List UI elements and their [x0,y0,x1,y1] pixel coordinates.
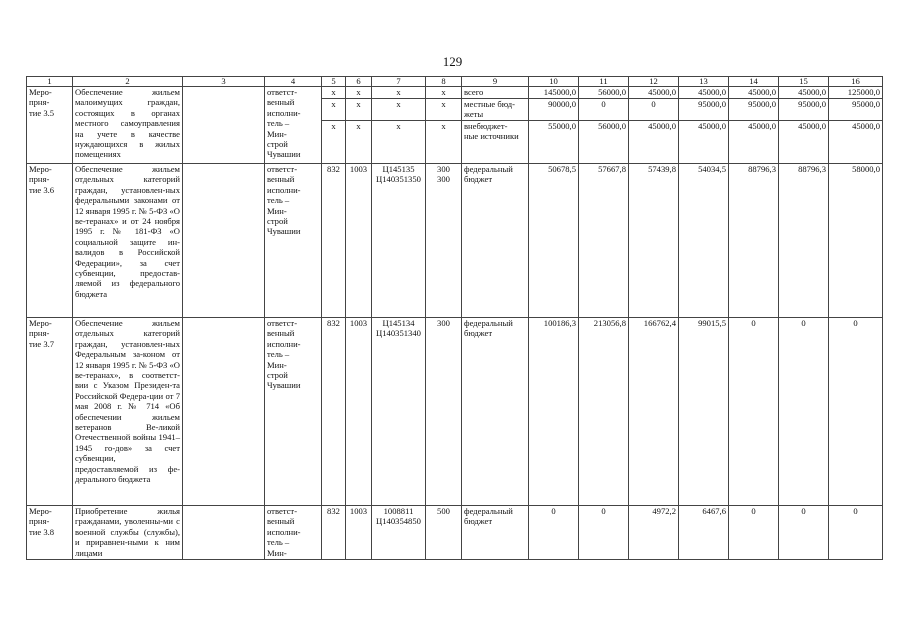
header-cell: 8 [426,77,462,87]
value-cell: 45000,0 [729,121,779,164]
value-cell: 88796,3 [729,164,779,318]
cell: 832 [322,506,346,560]
value-cell: 0 [729,506,779,560]
value-cell: 95000,0 [729,99,779,121]
value-cell: 58000,0 [829,164,883,318]
value-cell: 0 [829,318,883,506]
value-cell: 45000,0 [779,87,829,99]
cell: x [322,87,346,99]
value-cell: 45000,0 [729,87,779,99]
value-cell: 0 [779,318,829,506]
table-row [27,318,883,506]
value-cell: 45000,0 [629,87,679,99]
funding-source: федеральный бюджет [462,164,529,318]
value-cell: 0 [779,506,829,560]
value-cell: 100186,3 [529,318,579,506]
page-number: 129 [442,54,463,69]
value-cell: 90000,0 [529,99,579,121]
cell: 300 [426,318,462,506]
funding-source: федеральный бюджет [462,506,529,560]
header-cell: 12 [629,77,679,87]
cell: 1003 [346,164,372,318]
measure-description: Приобретение жилья гражданами, уволенны-ми с военной службы (службы), и приравнен-ными к ним лицами [73,506,183,560]
value-cell: 95000,0 [829,99,883,121]
cell: 832 [322,164,346,318]
value-cell: 0 [579,99,629,121]
value-cell: 0 [579,506,629,560]
measure-label: Меро- прня- тие 3.6 [27,164,73,318]
header-cell: 10 [529,77,579,87]
measure-label: Меро- прня- тие 3.8 [27,506,73,560]
value-cell: 166762,4 [629,318,679,506]
value-cell: 4972,2 [629,506,679,560]
table-row [27,164,883,318]
value-cell: 45000,0 [679,121,729,164]
value-cell: 213056,8 [579,318,629,506]
cell: x [372,87,426,99]
measure-label: Меро- прня- тие 3.7 [27,318,73,506]
cell: x [322,121,346,164]
header-cell: 9 [462,77,529,87]
value-cell: 99015,5 [679,318,729,506]
header-cell: 7 [372,77,426,87]
header-cell: 4 [265,77,322,87]
funding-source: всего [462,87,529,99]
value-cell: 45000,0 [679,87,729,99]
measure-description: Обеспечение жильем отдельных категорий граждан, установлен-ных Федеральным за-коном от 12 января 1995 г. № 5-ФЗ «О ве-теранах», в соответст-вии с Указом Президен-та Российской Федера-ции от 7 мая 2008 г. № 714 «Об обеспечении жильем ветеранов Ве-ликой Отечественной войны 1941–1945 го-дов» за счет субвенции, предоставляемой из фе-дерального бюджета [73,318,183,506]
header-cell: 2 [73,77,183,87]
header-cell: 6 [346,77,372,87]
value-cell: 0 [729,318,779,506]
cell: 1008811 Ц140354850 [372,506,426,560]
header-cell: 1 [27,77,73,87]
funding-source: местные бюд- жеты [462,99,529,121]
cell: 1003 [346,506,372,560]
cell: x [346,121,372,164]
header-cell: 11 [579,77,629,87]
cell: 832 [322,318,346,506]
empty-cell [183,164,265,318]
value-cell: 88796,3 [779,164,829,318]
measure-description: Обеспечение жильем малоимущих граждан, состоящих в органах местного самоуправления на учете в качестве нуждающихся в жилых помещениях [73,87,183,164]
header-row [27,77,883,87]
cell: Ц145135 Ц140351350 [372,164,426,318]
value-cell: 54034,5 [679,164,729,318]
header-cell: 5 [322,77,346,87]
value-cell: 57439,8 [629,164,679,318]
funding-source: внебюджет- ные источники [462,121,529,164]
value-cell: 56000,0 [579,121,629,164]
value-cell: 145000,0 [529,87,579,99]
cell: 300 300 [426,164,462,318]
value-cell: 0 [529,506,579,560]
value-cell: 0 [829,506,883,560]
header-cell: 14 [729,77,779,87]
header-cell: 15 [779,77,829,87]
cell: x [372,121,426,164]
value-cell: 57667,8 [579,164,629,318]
value-cell: 50678,5 [529,164,579,318]
value-cell: 95000,0 [779,99,829,121]
value-cell: 6467,6 [679,506,729,560]
value-cell: 125000,0 [829,87,883,99]
header-cell: 13 [679,77,729,87]
cell: Ц145134 Ц140351340 [372,318,426,506]
value-cell: 95000,0 [679,99,729,121]
value-cell: 45000,0 [629,121,679,164]
cell: x [372,99,426,121]
responsible-executor: ответст- венный исполни- тель – Мин- строй Чувашии [265,318,322,506]
value-cell: 45000,0 [829,121,883,164]
cell: x [426,121,462,164]
budget-table [26,76,883,560]
table-row [27,506,883,560]
responsible-executor: ответст- венный исполни- тель – Мин- строй Чувашии [265,87,322,164]
value-cell: 45000,0 [779,121,829,164]
empty-cell [183,318,265,506]
measure-label: Меро- прня- тие 3.5 [27,87,73,164]
empty-cell [183,87,265,164]
empty-cell [183,506,265,560]
header-cell: 16 [829,77,883,87]
cell: x [322,99,346,121]
responsible-executor: ответст- венный исполни- тель – Мин- [265,506,322,560]
cell: 1003 [346,318,372,506]
cell: x [426,87,462,99]
value-cell: 56000,0 [579,87,629,99]
header-cell: 3 [183,77,265,87]
cell: x [346,99,372,121]
cell: x [426,99,462,121]
cell: 500 [426,506,462,560]
responsible-executor: ответст- венный исполни- тель – Мин- строй Чувашии [265,164,322,318]
value-cell: 55000,0 [529,121,579,164]
measure-description: Обеспечение жильем отдельных категорий граждан, установлен-ных федеральными законами от 12 января 1995 г. № 5-ФЗ «О ве-теранах» и от 24 ноября 1995 г. № 181-ФЗ «О социальной защите ин-валидов в Российской Федерации», за счет субвенции, предостав-ляемой из федерального бюджета [73,164,183,318]
table-row [27,87,883,99]
funding-source: федеральный бюджет [462,318,529,506]
value-cell: 0 [629,99,679,121]
cell: x [346,87,372,99]
